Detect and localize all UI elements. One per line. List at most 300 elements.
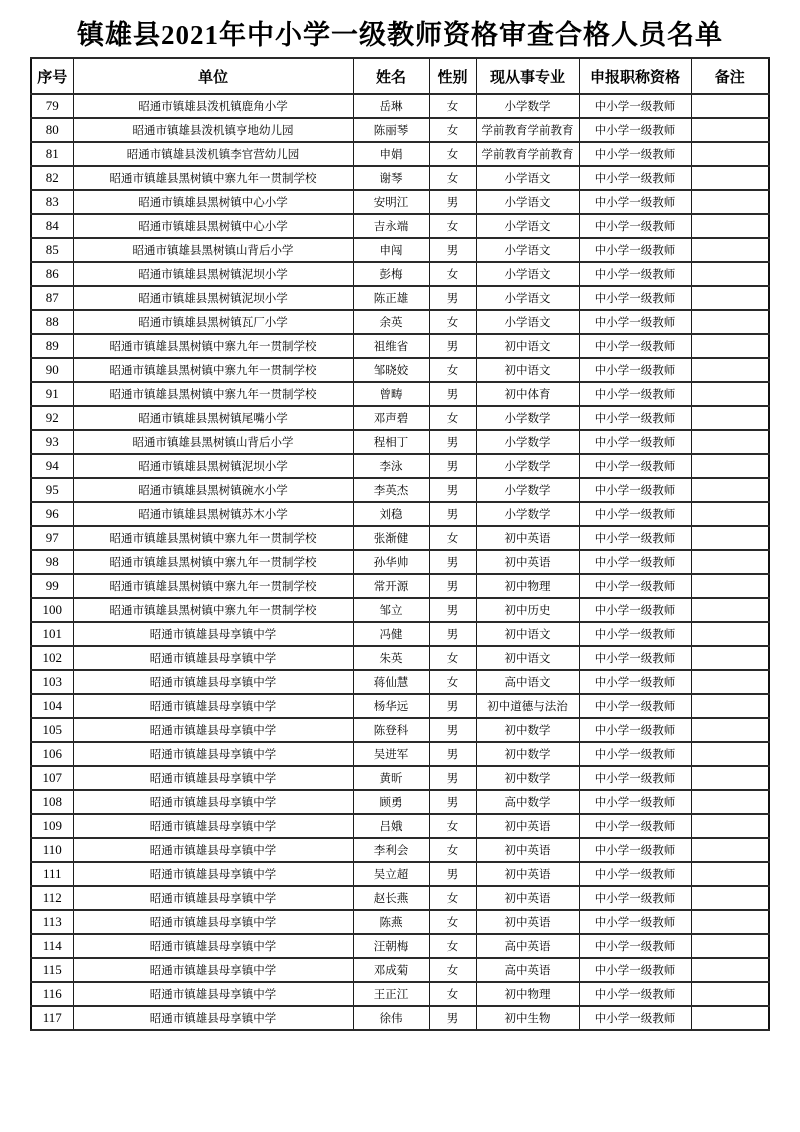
cell-gender: 男 [429, 718, 476, 742]
cell-gender: 男 [429, 598, 476, 622]
cell-index: 89 [31, 334, 73, 358]
cell-name: 吴进军 [353, 742, 429, 766]
page-title: 镇雄县2021年中小学一级教师资格审查合格人员名单 [77, 20, 723, 50]
cell-name: 冯健 [353, 622, 429, 646]
cell-unit: 昭通市镇雄县母享镇中学 [73, 670, 353, 694]
cell-name: 祖维省 [353, 334, 429, 358]
table-row [31, 862, 769, 886]
cell-major: 初中语文 [476, 358, 579, 382]
cell-name: 刘稳 [353, 502, 429, 526]
cell-major: 小学语文 [476, 190, 579, 214]
cell-title-qualification: 中小学一级教师 [579, 550, 691, 574]
cell-title-qualification: 中小学一级教师 [579, 478, 691, 502]
cell-remark [691, 502, 769, 526]
cell-name: 申闯 [353, 238, 429, 262]
cell-name: 陈正雄 [353, 286, 429, 310]
cell-index: 103 [31, 670, 73, 694]
cell-major: 小学语文 [476, 214, 579, 238]
cell-unit: 昭通市镇雄县泼机镇鹿角小学 [73, 94, 353, 118]
cell-unit: 昭通市镇雄县母享镇中学 [73, 694, 353, 718]
cell-name: 黄昕 [353, 766, 429, 790]
cell-remark [691, 958, 769, 982]
cell-title-qualification: 中小学一级教师 [579, 502, 691, 526]
cell-remark [691, 238, 769, 262]
cell-gender: 女 [429, 214, 476, 238]
cell-unit: 昭通市镇雄县黑树镇中寨九年一贯制学校 [73, 166, 353, 190]
cell-title-qualification: 中小学一级教师 [579, 190, 691, 214]
cell-remark [691, 478, 769, 502]
table-body [31, 94, 769, 1030]
cell-major: 初中英语 [476, 550, 579, 574]
cell-title-qualification: 中小学一级教师 [579, 910, 691, 934]
cell-major: 初中体育 [476, 382, 579, 406]
cell-title-qualification: 中小学一级教师 [579, 670, 691, 694]
cell-gender: 男 [429, 766, 476, 790]
cell-gender: 男 [429, 694, 476, 718]
cell-title-qualification: 中小学一级教师 [579, 1006, 691, 1030]
cell-gender: 女 [429, 886, 476, 910]
table-row [31, 718, 769, 742]
cell-index: 97 [31, 526, 73, 550]
cell-index: 85 [31, 238, 73, 262]
cell-unit: 昭通市镇雄县母享镇中学 [73, 718, 353, 742]
cell-gender: 女 [429, 142, 476, 166]
cell-name: 李利会 [353, 838, 429, 862]
cell-unit: 昭通市镇雄县黑树镇中寨九年一贯制学校 [73, 598, 353, 622]
cell-unit: 昭通市镇雄县母享镇中学 [73, 814, 353, 838]
cell-name: 张渐健 [353, 526, 429, 550]
cell-title-qualification: 中小学一级教师 [579, 646, 691, 670]
teacher-roster-table [30, 57, 770, 1031]
cell-index: 109 [31, 814, 73, 838]
cell-name: 邹晓姣 [353, 358, 429, 382]
table-row [31, 262, 769, 286]
cell-index: 104 [31, 694, 73, 718]
table-row [31, 886, 769, 910]
cell-title-qualification: 中小学一级教师 [579, 814, 691, 838]
column-header: 备注 [691, 58, 769, 94]
cell-name: 孙华帅 [353, 550, 429, 574]
cell-major: 初中历史 [476, 598, 579, 622]
cell-index: 115 [31, 958, 73, 982]
cell-title-qualification: 中小学一级教师 [579, 766, 691, 790]
table-row [31, 742, 769, 766]
cell-name: 赵长燕 [353, 886, 429, 910]
table-row [31, 526, 769, 550]
cell-unit: 昭通市镇雄县黑树镇山背后小学 [73, 238, 353, 262]
cell-index: 91 [31, 382, 73, 406]
cell-title-qualification: 中小学一级教师 [579, 934, 691, 958]
cell-title-qualification: 中小学一级教师 [579, 454, 691, 478]
cell-major: 学前教育学前教育 [476, 142, 579, 166]
table-row [31, 94, 769, 118]
cell-name: 吕娥 [353, 814, 429, 838]
cell-title-qualification: 中小学一级教师 [579, 886, 691, 910]
cell-name: 邓成菊 [353, 958, 429, 982]
cell-unit: 昭通市镇雄县黑树镇泥坝小学 [73, 454, 353, 478]
cell-index: 86 [31, 262, 73, 286]
cell-index: 79 [31, 94, 73, 118]
cell-remark [691, 214, 769, 238]
cell-index: 117 [31, 1006, 73, 1030]
cell-unit: 昭通市镇雄县黑树镇瓦厂小学 [73, 310, 353, 334]
column-header: 性别 [429, 58, 476, 94]
column-header: 序号 [31, 58, 73, 94]
table-row [31, 958, 769, 982]
cell-major: 小学语文 [476, 238, 579, 262]
cell-unit: 昭通市镇雄县黑树镇中寨九年一贯制学校 [73, 550, 353, 574]
cell-index: 99 [31, 574, 73, 598]
cell-gender: 女 [429, 982, 476, 1006]
cell-remark [691, 814, 769, 838]
cell-remark [691, 1006, 769, 1030]
cell-title-qualification: 中小学一级教师 [579, 694, 691, 718]
table-row [31, 454, 769, 478]
cell-major: 初中语文 [476, 646, 579, 670]
table-row [31, 286, 769, 310]
cell-title-qualification: 中小学一级教师 [579, 622, 691, 646]
cell-gender: 男 [429, 190, 476, 214]
cell-unit: 昭通市镇雄县黑树镇中寨九年一贯制学校 [73, 574, 353, 598]
cell-major: 高中语文 [476, 670, 579, 694]
cell-index: 111 [31, 862, 73, 886]
cell-index: 108 [31, 790, 73, 814]
table-row [31, 694, 769, 718]
cell-unit: 昭通市镇雄县母享镇中学 [73, 622, 353, 646]
cell-name: 汪朝梅 [353, 934, 429, 958]
cell-unit: 昭通市镇雄县黑树镇苏木小学 [73, 502, 353, 526]
cell-title-qualification: 中小学一级教师 [579, 526, 691, 550]
cell-title-qualification: 中小学一级教师 [579, 238, 691, 262]
cell-major: 学前教育学前教育 [476, 118, 579, 142]
cell-title-qualification: 中小学一级教师 [579, 406, 691, 430]
cell-index: 87 [31, 286, 73, 310]
cell-remark [691, 526, 769, 550]
cell-name: 朱英 [353, 646, 429, 670]
cell-gender: 女 [429, 814, 476, 838]
cell-index: 102 [31, 646, 73, 670]
cell-title-qualification: 中小学一级教师 [579, 94, 691, 118]
cell-index: 88 [31, 310, 73, 334]
cell-remark [691, 262, 769, 286]
cell-name: 顾勇 [353, 790, 429, 814]
cell-remark [691, 94, 769, 118]
table-row [31, 646, 769, 670]
table-row [31, 622, 769, 646]
table-row [31, 790, 769, 814]
column-header: 姓名 [353, 58, 429, 94]
cell-remark [691, 310, 769, 334]
cell-index: 94 [31, 454, 73, 478]
table-row [31, 358, 769, 382]
cell-unit: 昭通市镇雄县黑树镇中心小学 [73, 214, 353, 238]
cell-index: 100 [31, 598, 73, 622]
cell-name: 杨华远 [353, 694, 429, 718]
cell-remark [691, 790, 769, 814]
cell-major: 初中英语 [476, 910, 579, 934]
cell-title-qualification: 中小学一级教师 [579, 118, 691, 142]
cell-title-qualification: 中小学一级教师 [579, 862, 691, 886]
column-header: 单位 [73, 58, 353, 94]
table-row [31, 406, 769, 430]
cell-title-qualification: 中小学一级教师 [579, 334, 691, 358]
cell-index: 80 [31, 118, 73, 142]
cell-title-qualification: 中小学一级教师 [579, 838, 691, 862]
cell-name: 陈丽琴 [353, 118, 429, 142]
table-row [31, 142, 769, 166]
cell-index: 81 [31, 142, 73, 166]
cell-unit: 昭通市镇雄县黑树镇中寨九年一贯制学校 [73, 526, 353, 550]
cell-gender: 女 [429, 310, 476, 334]
cell-major: 初中数学 [476, 766, 579, 790]
cell-remark [691, 142, 769, 166]
table-row [31, 310, 769, 334]
table-row [31, 478, 769, 502]
cell-remark [691, 910, 769, 934]
cell-major: 高中英语 [476, 958, 579, 982]
table-row [31, 190, 769, 214]
cell-major: 初中英语 [476, 838, 579, 862]
cell-gender: 男 [429, 862, 476, 886]
cell-gender: 男 [429, 790, 476, 814]
cell-gender: 女 [429, 646, 476, 670]
cell-name: 吴立超 [353, 862, 429, 886]
cell-gender: 女 [429, 910, 476, 934]
table-row [31, 550, 769, 574]
table-row [31, 574, 769, 598]
cell-index: 93 [31, 430, 73, 454]
table-row [31, 502, 769, 526]
cell-remark [691, 430, 769, 454]
cell-name: 王正江 [353, 982, 429, 1006]
cell-major: 初中语文 [476, 334, 579, 358]
cell-remark [691, 334, 769, 358]
cell-name: 常开源 [353, 574, 429, 598]
cell-major: 初中数学 [476, 718, 579, 742]
cell-major: 小学数学 [476, 478, 579, 502]
cell-title-qualification: 中小学一级教师 [579, 262, 691, 286]
cell-unit: 昭通市镇雄县泼机镇亨地幼儿园 [73, 118, 353, 142]
cell-unit: 昭通市镇雄县黑树镇中寨九年一贯制学校 [73, 334, 353, 358]
table-row [31, 430, 769, 454]
cell-index: 116 [31, 982, 73, 1006]
cell-gender: 女 [429, 526, 476, 550]
cell-title-qualification: 中小学一级教师 [579, 790, 691, 814]
cell-unit: 昭通市镇雄县母享镇中学 [73, 766, 353, 790]
cell-index: 105 [31, 718, 73, 742]
cell-name: 陈燕 [353, 910, 429, 934]
cell-gender: 男 [429, 622, 476, 646]
cell-remark [691, 862, 769, 886]
cell-name: 彭梅 [353, 262, 429, 286]
cell-major: 小学语文 [476, 262, 579, 286]
cell-name: 李泳 [353, 454, 429, 478]
cell-title-qualification: 中小学一级教师 [579, 718, 691, 742]
cell-remark [691, 670, 769, 694]
cell-gender: 女 [429, 262, 476, 286]
cell-major: 小学数学 [476, 454, 579, 478]
cell-name: 李英杰 [353, 478, 429, 502]
cell-major: 初中语文 [476, 622, 579, 646]
cell-gender: 男 [429, 286, 476, 310]
cell-gender: 男 [429, 238, 476, 262]
table-row [31, 766, 769, 790]
cell-gender: 男 [429, 454, 476, 478]
cell-gender: 女 [429, 406, 476, 430]
cell-unit: 昭通市镇雄县黑树镇中寨九年一贯制学校 [73, 382, 353, 406]
cell-unit: 昭通市镇雄县黑树镇中寨九年一贯制学校 [73, 358, 353, 382]
cell-remark [691, 286, 769, 310]
cell-index: 112 [31, 886, 73, 910]
cell-major: 初中英语 [476, 526, 579, 550]
table-row [31, 1006, 769, 1030]
cell-gender: 女 [429, 166, 476, 190]
cell-index: 106 [31, 742, 73, 766]
cell-gender: 男 [429, 382, 476, 406]
cell-gender: 女 [429, 958, 476, 982]
cell-name: 余英 [353, 310, 429, 334]
cell-index: 113 [31, 910, 73, 934]
table-row [31, 814, 769, 838]
cell-remark [691, 166, 769, 190]
cell-unit: 昭通市镇雄县黑树镇尾嘴小学 [73, 406, 353, 430]
cell-major: 小学数学 [476, 406, 579, 430]
cell-remark [691, 454, 769, 478]
cell-unit: 昭通市镇雄县母享镇中学 [73, 646, 353, 670]
table-row [31, 166, 769, 190]
cell-index: 98 [31, 550, 73, 574]
table-row [31, 118, 769, 142]
cell-title-qualification: 中小学一级教师 [579, 286, 691, 310]
cell-major: 初中道德与法治 [476, 694, 579, 718]
cell-gender: 女 [429, 838, 476, 862]
cell-major: 小学语文 [476, 166, 579, 190]
cell-unit: 昭通市镇雄县母享镇中学 [73, 862, 353, 886]
cell-remark [691, 622, 769, 646]
table-row [31, 238, 769, 262]
cell-index: 82 [31, 166, 73, 190]
cell-title-qualification: 中小学一级教师 [579, 142, 691, 166]
cell-title-qualification: 中小学一级教师 [579, 982, 691, 1006]
cell-major: 初中英语 [476, 862, 579, 886]
column-header: 申报职称资格 [579, 58, 691, 94]
column-header: 现从事专业 [476, 58, 579, 94]
cell-title-qualification: 中小学一级教师 [579, 574, 691, 598]
cell-unit: 昭通市镇雄县母享镇中学 [73, 838, 353, 862]
cell-unit: 昭通市镇雄县母享镇中学 [73, 958, 353, 982]
table-row [31, 214, 769, 238]
cell-major: 小学数学 [476, 430, 579, 454]
cell-major: 初中英语 [476, 886, 579, 910]
cell-index: 96 [31, 502, 73, 526]
cell-gender: 男 [429, 742, 476, 766]
cell-name: 徐伟 [353, 1006, 429, 1030]
cell-gender: 男 [429, 550, 476, 574]
cell-gender: 女 [429, 118, 476, 142]
cell-title-qualification: 中小学一级教师 [579, 598, 691, 622]
cell-gender: 男 [429, 502, 476, 526]
cell-title-qualification: 中小学一级教师 [579, 382, 691, 406]
cell-remark [691, 718, 769, 742]
cell-unit: 昭通市镇雄县母享镇中学 [73, 910, 353, 934]
cell-gender: 女 [429, 94, 476, 118]
table-row [31, 982, 769, 1006]
cell-unit: 昭通市镇雄县黑树镇泥坝小学 [73, 262, 353, 286]
cell-remark [691, 406, 769, 430]
cell-major: 小学数学 [476, 502, 579, 526]
cell-unit: 昭通市镇雄县黑树镇山背后小学 [73, 430, 353, 454]
cell-name: 安明江 [353, 190, 429, 214]
cell-remark [691, 886, 769, 910]
table-header-row [31, 58, 769, 94]
cell-index: 110 [31, 838, 73, 862]
cell-index: 90 [31, 358, 73, 382]
cell-gender: 女 [429, 934, 476, 958]
cell-major: 初中生物 [476, 1006, 579, 1030]
cell-gender: 女 [429, 670, 476, 694]
cell-name: 申娟 [353, 142, 429, 166]
table-row [31, 382, 769, 406]
cell-gender: 男 [429, 1006, 476, 1030]
cell-gender: 女 [429, 358, 476, 382]
cell-remark [691, 934, 769, 958]
cell-major: 初中物理 [476, 574, 579, 598]
cell-gender: 男 [429, 574, 476, 598]
cell-remark [691, 190, 769, 214]
cell-major: 高中数学 [476, 790, 579, 814]
cell-major: 小学语文 [476, 310, 579, 334]
cell-unit: 昭通市镇雄县母享镇中学 [73, 886, 353, 910]
cell-index: 83 [31, 190, 73, 214]
cell-remark [691, 982, 769, 1006]
cell-index: 107 [31, 766, 73, 790]
cell-title-qualification: 中小学一级教师 [579, 310, 691, 334]
table-row [31, 334, 769, 358]
cell-remark [691, 382, 769, 406]
cell-remark [691, 694, 769, 718]
cell-major: 小学数学 [476, 94, 579, 118]
cell-title-qualification: 中小学一级教师 [579, 430, 691, 454]
cell-unit: 昭通市镇雄县黑树镇中心小学 [73, 190, 353, 214]
cell-major: 初中数学 [476, 742, 579, 766]
cell-name: 邓声碧 [353, 406, 429, 430]
cell-remark [691, 550, 769, 574]
table-row [31, 838, 769, 862]
cell-remark [691, 742, 769, 766]
table-row [31, 934, 769, 958]
cell-index: 114 [31, 934, 73, 958]
cell-name: 吉永端 [353, 214, 429, 238]
cell-remark [691, 598, 769, 622]
cell-index: 84 [31, 214, 73, 238]
cell-unit: 昭通市镇雄县黑树镇碗水小学 [73, 478, 353, 502]
cell-unit: 昭通市镇雄县母享镇中学 [73, 1006, 353, 1030]
cell-major: 小学语文 [476, 286, 579, 310]
cell-unit: 昭通市镇雄县泼机镇李官营幼儿园 [73, 142, 353, 166]
cell-remark [691, 766, 769, 790]
cell-major: 高中英语 [476, 934, 579, 958]
cell-name: 曾畴 [353, 382, 429, 406]
cell-name: 程相丁 [353, 430, 429, 454]
cell-unit: 昭通市镇雄县母享镇中学 [73, 790, 353, 814]
cell-remark [691, 838, 769, 862]
cell-gender: 男 [429, 478, 476, 502]
table-row [31, 670, 769, 694]
cell-title-qualification: 中小学一级教师 [579, 358, 691, 382]
cell-major: 初中物理 [476, 982, 579, 1006]
cell-title-qualification: 中小学一级教师 [579, 214, 691, 238]
cell-index: 92 [31, 406, 73, 430]
